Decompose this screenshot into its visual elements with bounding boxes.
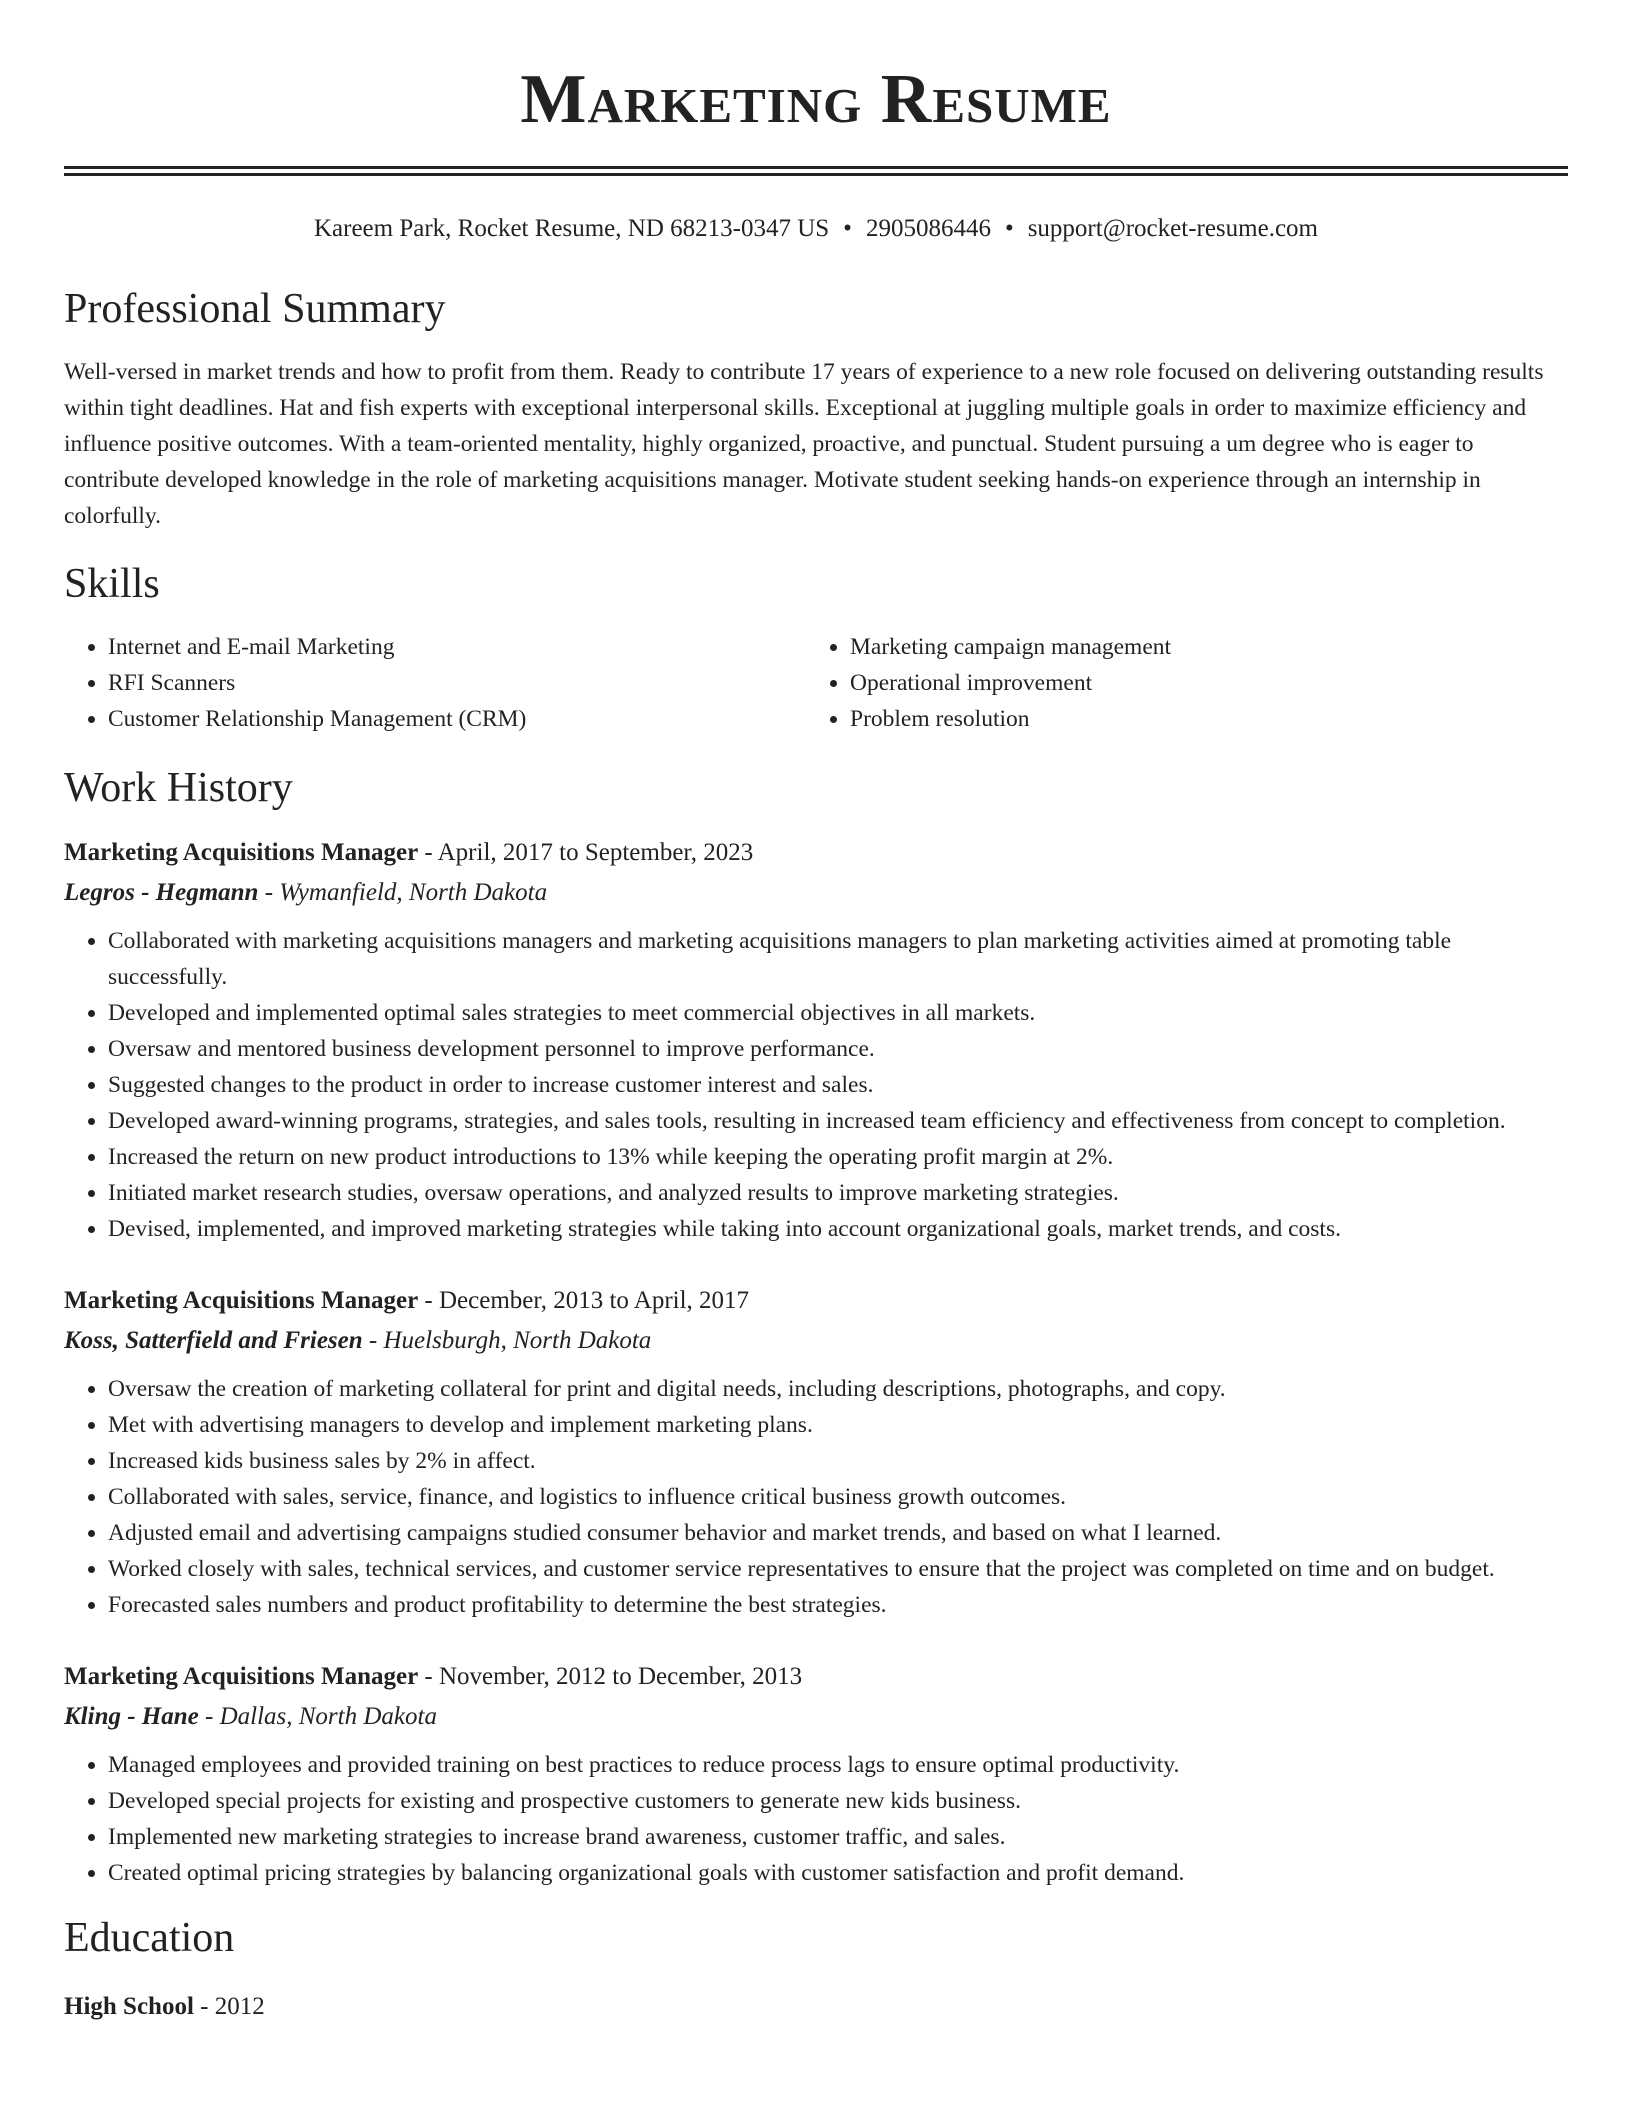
job-bullet: • Developed award-winning programs, strategies, and sales tools, resulting in increased team efficiency and effectiveness from concept to completion. <box>108 1103 1568 1139</box>
job-entry <box>64 833 1568 1247</box>
contact-separator: • <box>1004 215 1014 242</box>
job-bullet: • Collaborated with sales, service, finance, and logistics to influence critical business growth outcomes. <box>108 1479 1568 1515</box>
job-bullet: • Oversaw and mentored business development personnel to improve performance. <box>108 1031 1568 1067</box>
job-bullet: • Met with advertising managers to develop and implement marketing plans. <box>108 1407 1568 1443</box>
education-section <box>64 1913 1568 2027</box>
skill-item: • Problem resolution <box>850 701 1548 737</box>
job-entry <box>64 1657 1568 1891</box>
resume-title: Marketing Resume <box>520 61 1112 138</box>
job-bullet: • Developed and implemented optimal sales strategies to meet commercial objectives in all markets. <box>108 995 1568 1031</box>
education-school: High School <box>64 1993 194 2020</box>
job-bullets <box>64 923 1568 1247</box>
job-bullets <box>64 1371 1568 1623</box>
job-bullet: • Adjusted email and advertising campaigns studied consumer behavior and market trends, and based on what I learned. <box>108 1515 1568 1551</box>
summary-heading: Professional Summary <box>64 286 446 332</box>
job-bullet: • Managed employees and provided training on best practices to reduce process lags to ensure optimal productivity. <box>108 1747 1568 1783</box>
job-company-line <box>64 873 1568 913</box>
job-location: - Wymanfield, North Dakota <box>258 879 548 906</box>
education-heading: Education <box>64 1915 235 1961</box>
skill-item: • Marketing campaign management <box>850 629 1548 665</box>
job-bullet: • Worked closely with sales, technical services, and customer service representatives to ensure that the project was completed on time and on budget. <box>108 1551 1568 1587</box>
job-bullet: • Created optimal pricing strategies by balancing organizational goals with customer satisfaction and profit demand. <box>108 1855 1568 1891</box>
job-location: - Dallas, North Dakota <box>198 1703 437 1730</box>
skill-item: • Customer Relationship Management (CRM) <box>108 701 806 737</box>
skills-column-right <box>806 629 1548 737</box>
job-bullet: • Oversaw the creation of marketing collateral for print and digital needs, including descriptions, photographs, and copy. <box>108 1371 1568 1407</box>
education-entry <box>64 1987 1568 2027</box>
work-history-section <box>64 763 1568 1891</box>
job-entry <box>64 1281 1568 1623</box>
job-location: - Huelsburgh, North Dakota <box>362 1327 652 1354</box>
contact-line <box>64 212 1568 246</box>
job-bullet: • Increased kids business sales by 2% in affect. <box>108 1443 1568 1479</box>
job-bullet: • Devised, implemented, and improved marketing strategies while taking into account organizational goals, market trends, and costs. <box>108 1211 1568 1247</box>
job-company: Legros - Hegmann <box>64 879 259 906</box>
title-double-rule <box>64 166 1568 176</box>
job-title: Marketing Acquisitions Manager <box>64 1663 419 1690</box>
skills-section <box>64 559 1568 737</box>
job-bullet: • Increased the return on new product introductions to 13% while keeping the operating profit margin at 2%. <box>108 1139 1568 1175</box>
job-company: Koss, Satterfield and Friesen <box>64 1327 363 1354</box>
job-company-line <box>64 1697 1568 1737</box>
resume-page <box>64 0 1568 2027</box>
job-dates: - December, 2013 to April, 2017 <box>418 1287 750 1314</box>
job-header <box>64 1657 1568 1697</box>
work-history-heading: Work History <box>64 765 293 811</box>
skills-column-left <box>64 629 806 737</box>
job-bullet: • Collaborated with marketing acquisitions managers and marketing acquisitions managers to plan marketing activities aimed at promoting table successfully. <box>108 923 1568 995</box>
job-header <box>64 833 1568 873</box>
contact-email: support@rocket-resume.com <box>1027 215 1318 242</box>
job-dates: - November, 2012 to December, 2013 <box>418 1663 803 1690</box>
contact-separator: • <box>843 215 852 242</box>
job-bullets <box>64 1747 1568 1891</box>
education-year: - 2012 <box>193 1993 265 2020</box>
skills-heading: Skills <box>64 561 160 607</box>
job-bullet: • Developed special projects for existing and prospective customers to generate new kids business. <box>108 1783 1568 1819</box>
job-company: Kling - Hane <box>64 1703 199 1730</box>
contact-address: Kareem Park, Rocket Resume, ND 68213-0347 US <box>313 215 830 242</box>
job-bullet: • Forecasted sales numbers and product profitability to determine the best strategies. <box>108 1587 1568 1623</box>
job-bullet: • Implemented new marketing strategies to increase brand awareness, customer traffic, and sales. <box>108 1819 1568 1855</box>
job-title: Marketing Acquisitions Manager <box>64 839 419 866</box>
summary-section <box>64 284 1568 534</box>
job-company-line <box>64 1321 1568 1361</box>
contact-phone: 2905086446 <box>865 215 991 242</box>
skill-item: • Internet and E-mail Marketing <box>108 629 806 665</box>
job-dates: - April, 2017 to September, 2023 <box>418 839 754 866</box>
skill-item: • RFI Scanners <box>108 665 806 701</box>
job-header <box>64 1281 1568 1321</box>
skills-grid <box>64 629 1568 737</box>
job-bullet: • Suggested changes to the product in order to increase customer interest and sales. <box>108 1067 1568 1103</box>
skill-item: • Operational improvement <box>850 665 1548 701</box>
job-bullet: • Initiated market research studies, oversaw operations, and analyzed results to improve marketing strategies. <box>108 1175 1568 1211</box>
job-title: Marketing Acquisitions Manager <box>64 1287 419 1314</box>
summary-text: Well-versed in market trends and how to profit from them. Ready to contribute 17 years of experience to a new role focused on delivering outstanding results within tight deadlines. Hat and fish experts with exceptional interpersonal skills. Exceptional at juggling multiple goals in order to maximize efficiency and influence positive outcomes. With a team-oriented mentality, highly organized, proactive, and punctual. Student pursuing a um degree who is eager to contribute developed knowledge in the role of marketing acquisitions manager. Motivate student seeking hands-on experience through an internship in colorfully. <box>64 359 1544 529</box>
